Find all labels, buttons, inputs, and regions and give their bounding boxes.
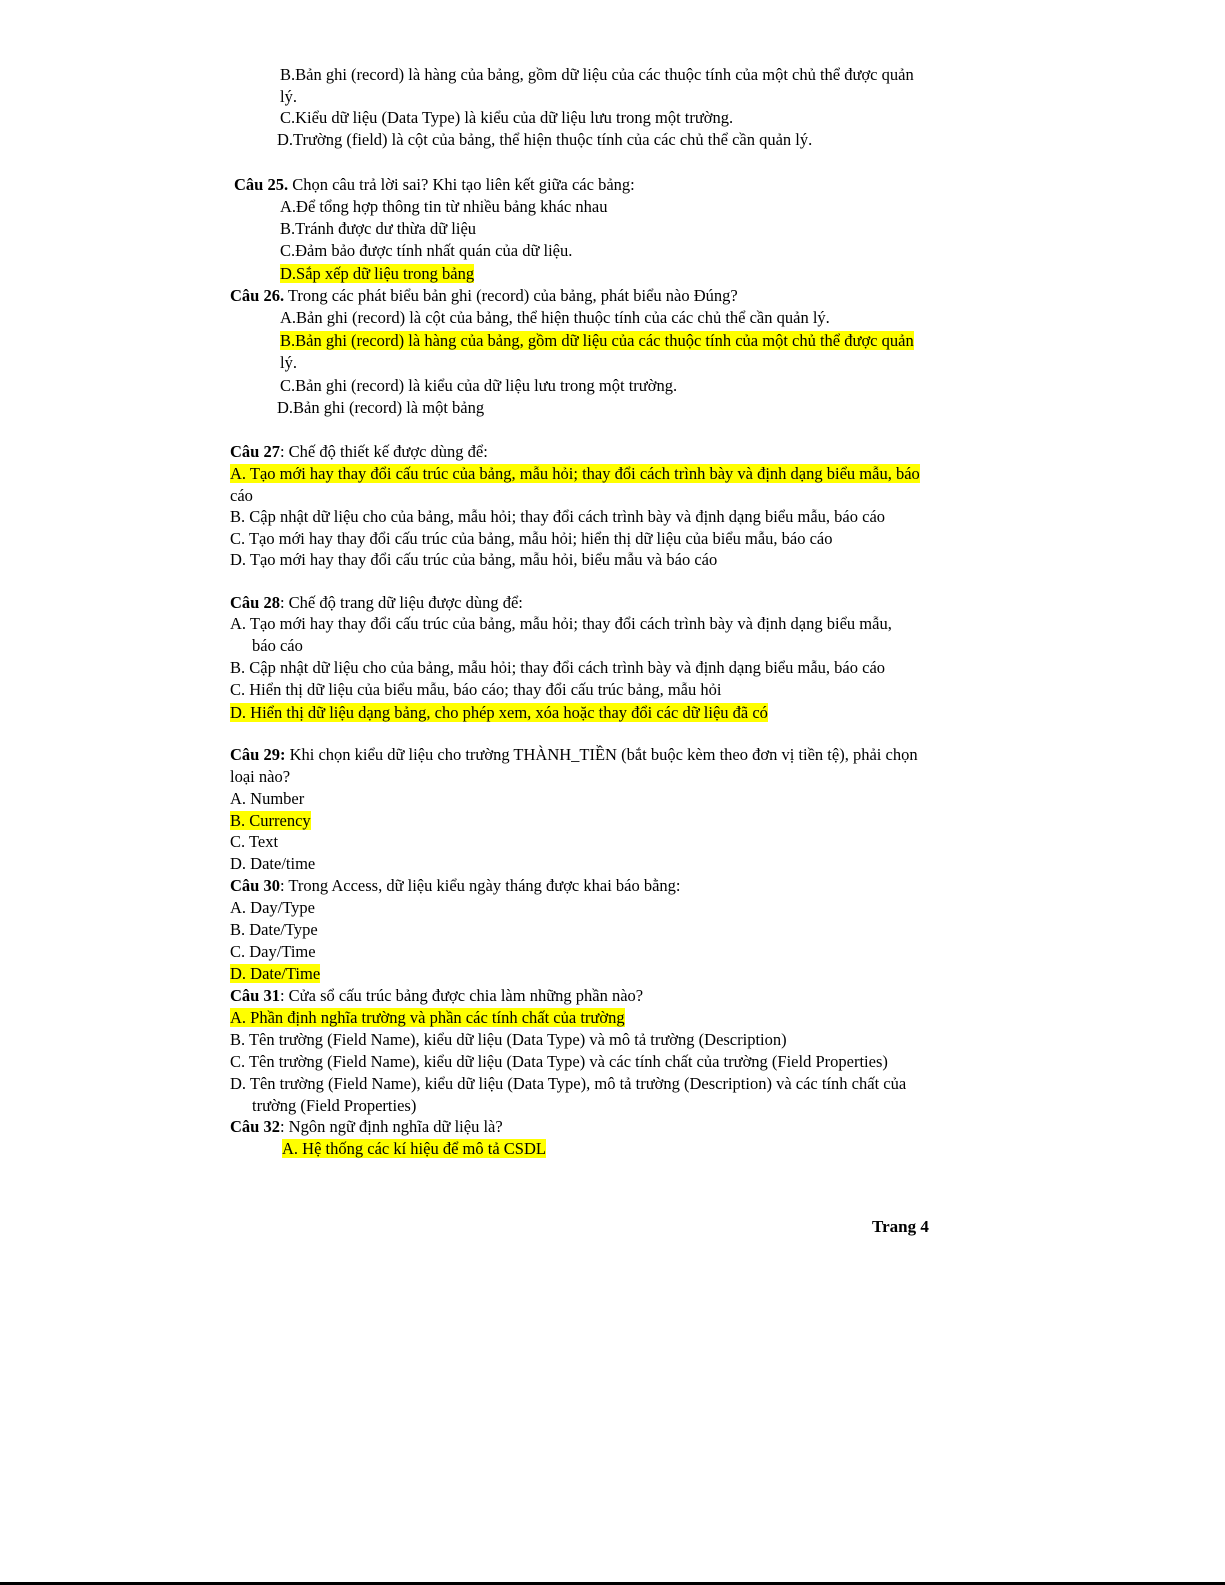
q30-stem <box>230 876 681 896</box>
q32-option-a <box>282 1139 546 1159</box>
page-number: Trang 4 <box>872 1217 929 1236</box>
q28-label: Câu 28 <box>230 593 280 612</box>
q29-option-b <box>230 811 311 831</box>
q27-answer-highlight: A. Tạo mới hay thay đổi cấu trúc của bảng, mẫu hỏi; thay đổi cách trình bày và định dạng biểu mẫu, báo <box>230 464 920 483</box>
q26-option-d: D.Bản ghi (record) là một bảng <box>277 398 485 417</box>
q32-stem <box>230 1117 503 1137</box>
q30-answer-highlight: D. Date/Time <box>230 964 321 983</box>
q28-option-a-line2: báo cáo <box>252 636 303 655</box>
q26-option-b-line2: lý. <box>280 353 297 372</box>
q27-label: Câu 27 <box>230 442 280 461</box>
q26-option-a: A.Bản ghi (record) là cột của bảng, thể hiện thuộc tính của các chủ thể cần quản lý. <box>280 308 830 327</box>
q29-answer-highlight: B. Currency <box>230 811 311 830</box>
q27-option-c: C. Tạo mới hay thay đổi cấu trúc của bảng, mẫu hỏi; hiển thị dữ liệu của biểu mẫu, báo cáo <box>230 529 833 548</box>
q24-option-b-line2: lý. <box>280 87 297 106</box>
q28-option-b: B. Cập nhật dữ liệu cho của bảng, mẫu hỏi; thay đổi cách trình bày và định dạng biểu mẫu, báo cáo <box>230 658 886 677</box>
q29-stem-line2: loại nào? <box>230 767 291 786</box>
q31-option-c: C. Tên trường (Field Name), kiểu dữ liệu (Data Type) và các tính chất của trường (Field Properties) <box>230 1052 888 1071</box>
q25-answer-highlight: D.Sắp xếp dữ liệu trong bảng <box>280 264 475 283</box>
q30-option-b: B. Date/Type <box>230 920 318 939</box>
q28-stem <box>230 593 523 613</box>
q29-text: Khi chọn kiểu dữ liệu cho trường THÀNH_TIỀN (bắt buộc kèm theo đơn vị tiền tệ), phải chọn <box>285 745 918 764</box>
q29-option-a: A. Number <box>230 789 305 808</box>
q26-option-b-line1 <box>280 331 914 351</box>
q31-label: Câu 31 <box>230 986 280 1005</box>
q26-text: Trong các phát biểu bản ghi (record) của bảng, phát biểu nào Đúng? <box>284 286 738 305</box>
q30-option-c: C. Day/Time <box>230 942 316 961</box>
q30-option-a: A. Day/Type <box>230 898 315 917</box>
q26-option-c: C.Bản ghi (record) là kiểu của dữ liệu lưu trong một trường. <box>280 376 678 395</box>
q24-option-c: C.Kiểu dữ liệu (Data Type) là kiểu của dữ liệu lưu trong một trường. <box>280 108 734 127</box>
q25-option-a: A.Để tổng hợp thông tin từ nhiều bảng khác nhau <box>280 197 608 216</box>
q24-option-b-line1: B.Bản ghi (record) là hàng của bảng, gồm dữ liệu của các thuộc tính của một chủ thể được quản <box>280 65 914 84</box>
q30-text: : Trong Access, dữ liệu kiểu ngày tháng được khai báo bằng: <box>279 876 681 895</box>
q32-label: Câu 32 <box>230 1117 280 1136</box>
q27-option-b: B. Cập nhật dữ liệu cho của bảng, mẫu hỏi; thay đổi cách trình bày và định dạng biểu mẫu, báo cáo <box>230 507 886 526</box>
q26-stem <box>230 286 738 306</box>
q28-option-d <box>230 703 768 723</box>
q28-option-a-line1: A. Tạo mới hay thay đổi cấu trúc của bảng, mẫu hỏi; thay đổi cách trình bày và định dạng biểu mẫu, <box>230 614 892 633</box>
q25-stem <box>234 175 635 195</box>
q32-text: : Ngôn ngữ định nghĩa dữ liệu là? <box>279 1117 503 1136</box>
q30-option-d <box>230 964 320 984</box>
q27-text: : Chế độ thiết kế được dùng để: <box>279 442 488 461</box>
q31-text: : Cửa sổ cấu trúc bảng được chia làm những phần nào? <box>279 986 644 1005</box>
q28-option-c: C. Hiển thị dữ liệu của biểu mẫu, báo cáo; thay đổi cấu trúc bảng, mẫu hỏi <box>230 680 722 699</box>
q25-label: Câu 25. <box>234 175 289 194</box>
q29-stem-line1 <box>230 745 918 765</box>
q25-option-d <box>280 264 474 284</box>
q29-option-d: D. Date/time <box>230 854 316 873</box>
q31-option-d-line1: D. Tên trường (Field Name), kiểu dữ liệu (Data Type), mô tả trường (Description) và các tính chất của <box>230 1074 907 1093</box>
q27-option-a-line1 <box>230 464 920 484</box>
q31-stem <box>230 986 643 1006</box>
q27-stem <box>230 442 488 462</box>
q28-answer-highlight: D. Hiển thị dữ liệu dạng bảng, cho phép xem, xóa hoặc thay đổi các dữ liệu đã có <box>230 703 768 722</box>
q24-option-d: D.Trường (field) là cột của bảng, thể hiện thuộc tính của các chủ thể cần quản lý. <box>277 130 813 149</box>
q25-text: Chọn câu trả lời sai? Khi tạo liên kết giữa các bảng: <box>288 175 635 194</box>
q32-answer-highlight: A. Hệ thống các kí hiệu để mô tả CSDL <box>282 1139 546 1158</box>
q26-answer-highlight: B.Bản ghi (record) là hàng của bảng, gồm dữ liệu của các thuộc tính của một chủ thể được quản <box>280 331 914 350</box>
q31-answer-highlight: A. Phần định nghĩa trường và phần các tính chất của trường <box>230 1008 625 1027</box>
q29-label: Câu 29: <box>230 745 286 764</box>
q31-option-b: B. Tên trường (Field Name), kiểu dữ liệu (Data Type) và mô tả trường (Description) <box>230 1030 787 1049</box>
q25-option-c: C.Đảm bảo được tính nhất quán của dữ liệu. <box>280 241 573 260</box>
q28-text: : Chế độ trang dữ liệu được dùng để: <box>279 593 523 612</box>
q25-option-b: B.Tránh được dư thừa dữ liệu <box>280 219 477 238</box>
q31-option-d-line2: trường (Field Properties) <box>252 1096 417 1115</box>
q27-option-d: D. Tạo mới hay thay đổi cấu trúc của bảng, mẫu hỏi, biểu mẫu và báo cáo <box>230 550 718 569</box>
q26-label: Câu 26. <box>230 286 285 305</box>
q30-label: Câu 30 <box>230 876 280 895</box>
q29-option-c: C. Text <box>230 832 279 851</box>
q27-option-a-line2: cáo <box>230 486 253 505</box>
q31-option-a <box>230 1008 625 1028</box>
